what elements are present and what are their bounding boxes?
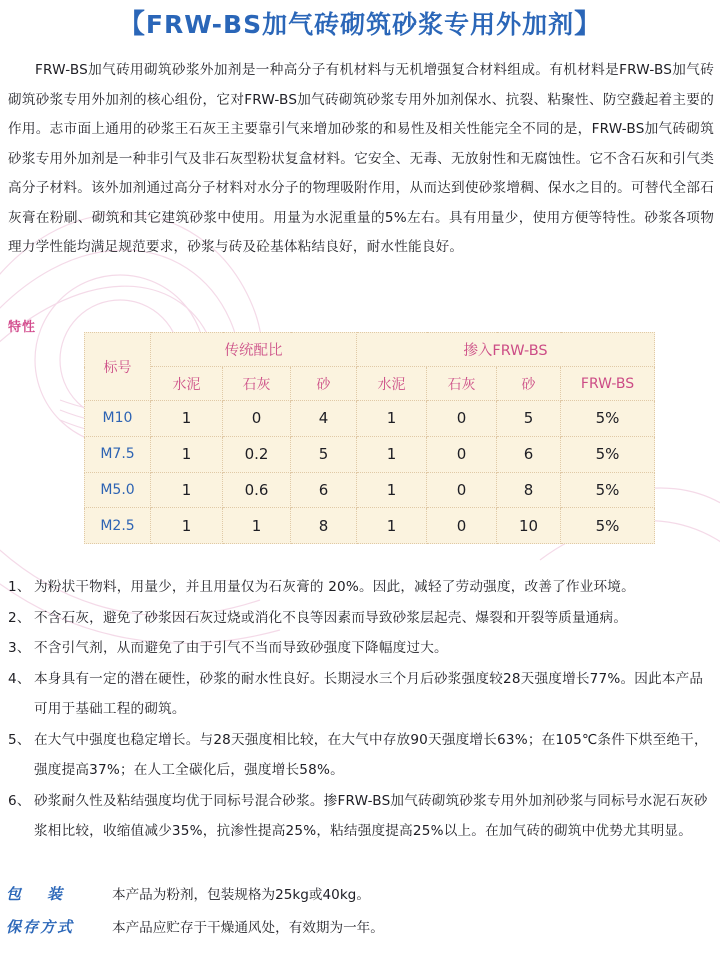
list-item-text: 不含石灰，避免了砂浆因石灰过烧或消化不良等因素而导致砂浆层起壳、爆裂和开裂等质量通病。 xyxy=(34,609,628,626)
col-header-sand: 砂 xyxy=(291,367,357,401)
list-item xyxy=(8,572,714,603)
table-cell: 1 xyxy=(357,472,427,508)
table-cell: 4 xyxy=(291,401,357,437)
storage-text: 本产品应贮存于干燥通风处，有效期为一年。 xyxy=(112,920,384,936)
table-row xyxy=(85,436,655,472)
table-cell: 10 xyxy=(497,508,561,544)
title-bracket-close: 】 xyxy=(574,9,603,40)
col-header-cement: 水泥 xyxy=(357,367,427,401)
table-cell: 8 xyxy=(497,472,561,508)
packaging-label: 包装 xyxy=(6,885,89,903)
table-cell: 6 xyxy=(497,436,561,472)
table-cell: 0 xyxy=(427,508,497,544)
mix-ratio-table xyxy=(84,332,655,544)
table-cell: 1 xyxy=(151,508,223,544)
table-cell: 0 xyxy=(427,436,497,472)
intro-paragraph: FRW-BS加气砖用砌筑砂浆外加剂是一种高分子有机材料与无机增强复合材料组成。有机材料是FRW-BS加气砖砌筑砂浆专用外加剂的核心组份，它对FRW-BS加气砖砌筑砂浆专用外加剂保水、抗裂、粘聚性、防空鼗起着主要的作用。志市面上通用的砂浆王石灰王主要靠引气来增加砂浆的和易性及相关性能完全不同的是，FRW-BS加气砖砌筑砂浆专用外加剂是一种非引气及非石灰型粉状复盒材料。它安全、无毒、无放射性和无腐蚀性。它不含石灰和引气类高分子材料。该外加剂通过高分子材料对水分子的物理吸附作用，从而达到使砂浆增稠、保水之目的。可替代全部石灰膏在粉刷、砌筑和其它建筑砂浆中使用。用量为水泥重量的5%左右。具有用量少，使用方便等特性。砂浆各项物理力学性能均满足规范要求，砂浆与砖及砼基体粘结良好，耐水性能良好。 xyxy=(8,62,714,255)
list-number: 1、 xyxy=(8,579,31,595)
table-cell: 1 xyxy=(357,436,427,472)
table-cell: 5% xyxy=(561,436,655,472)
table-cell: 0 xyxy=(223,401,291,437)
table-cell: 0 xyxy=(427,401,497,437)
table-cell: 1 xyxy=(151,401,223,437)
grade-cell: M2.5 xyxy=(85,508,151,544)
table-cell: 5% xyxy=(561,472,655,508)
storage-row xyxy=(6,916,384,937)
col-header-sand: 砂 xyxy=(497,367,561,401)
title-bracket-open: 【 xyxy=(117,9,146,40)
table-cell: 5% xyxy=(561,401,655,437)
table-cell: 5% xyxy=(561,508,655,544)
list-number: 6、 xyxy=(8,792,31,809)
grade-cell: M7.5 xyxy=(85,436,151,472)
col-header-lime: 石灰 xyxy=(427,367,497,401)
table-cell: 1 xyxy=(223,508,291,544)
list-item-text: 本身具有一定的潜在硬性，砂浆的耐水性良好。长期浸水三个月后砂浆强度较28天强度增长77%。因此本产品可用于基础工程的砌筑。 xyxy=(34,670,704,717)
list-item-text: 砂浆耐久性及粘结强度均优于同标号混合砂浆。掺FRW-BS加气砖砌筑砂浆专用外加剂砂浆与同标号水泥石灰砂浆相比较，收缩值减少35%，抗渗性提高25%，粘结强度提高25%以上。在加气砖的砌筑中优势尤其明显。 xyxy=(34,792,708,839)
title-text: FRW-BS加气砖砌筑砂浆专用外加剂 xyxy=(145,10,575,39)
table-cell: 0 xyxy=(427,472,497,508)
col-header-lime: 石灰 xyxy=(223,367,291,401)
list-number: 2、 xyxy=(8,609,31,626)
group-header-traditional: 传统配比 xyxy=(151,333,357,367)
list-item xyxy=(8,633,714,664)
list-number: 5、 xyxy=(8,731,31,748)
feature-list xyxy=(8,572,714,847)
table-cell: 5 xyxy=(497,401,561,437)
packaging-text: 本产品为粉剂，包装规格为25kg或40kg。 xyxy=(112,887,370,903)
list-item xyxy=(8,664,714,725)
storage-label: 保存方式 xyxy=(6,918,75,936)
table-cell: 8 xyxy=(291,508,357,544)
table-cell: 0.6 xyxy=(223,472,291,508)
table-row xyxy=(85,508,655,544)
list-item xyxy=(8,725,714,786)
grade-cell: M10 xyxy=(85,401,151,437)
grade-header: 标号 xyxy=(85,333,151,401)
page-title xyxy=(0,2,720,41)
packaging-row xyxy=(6,883,370,904)
table-row xyxy=(85,472,655,508)
table-cell: 1 xyxy=(151,472,223,508)
col-header-cement: 水泥 xyxy=(151,367,223,401)
table-cell: 0.2 xyxy=(223,436,291,472)
table-cell: 1 xyxy=(357,508,427,544)
table-row xyxy=(85,401,655,437)
list-item-text: 在大气中强度也稳定增长。与28天强度相比较，在大气中存放90天强度增长63%；在105℃条件下烘至绝干，强度提高37%；在人工全碳化后，强度增长58%。 xyxy=(34,731,708,778)
group-header-frw: 掺入FRW-BS xyxy=(357,333,655,367)
section-label-features: 特性 xyxy=(8,320,37,335)
list-item-text: 为粉状干物料，用量少，并且用量仅为石灰膏的 20%。因此，减轻了劳动强度，改善了作业环境。 xyxy=(34,579,635,595)
grade-cell: M5.0 xyxy=(85,472,151,508)
list-number: 3、 xyxy=(8,640,31,656)
table-cell: 1 xyxy=(151,436,223,472)
table-cell: 6 xyxy=(291,472,357,508)
list-item xyxy=(8,786,714,847)
table-cell: 1 xyxy=(357,401,427,437)
list-number: 4、 xyxy=(8,670,31,687)
list-item-text: 不含引气剂，从而避免了由于引气不当而导致砂强度下降幅度过大。 xyxy=(34,640,448,656)
col-header-frw: FRW-BS xyxy=(561,367,655,401)
table-cell: 5 xyxy=(291,436,357,472)
list-item xyxy=(8,603,714,634)
